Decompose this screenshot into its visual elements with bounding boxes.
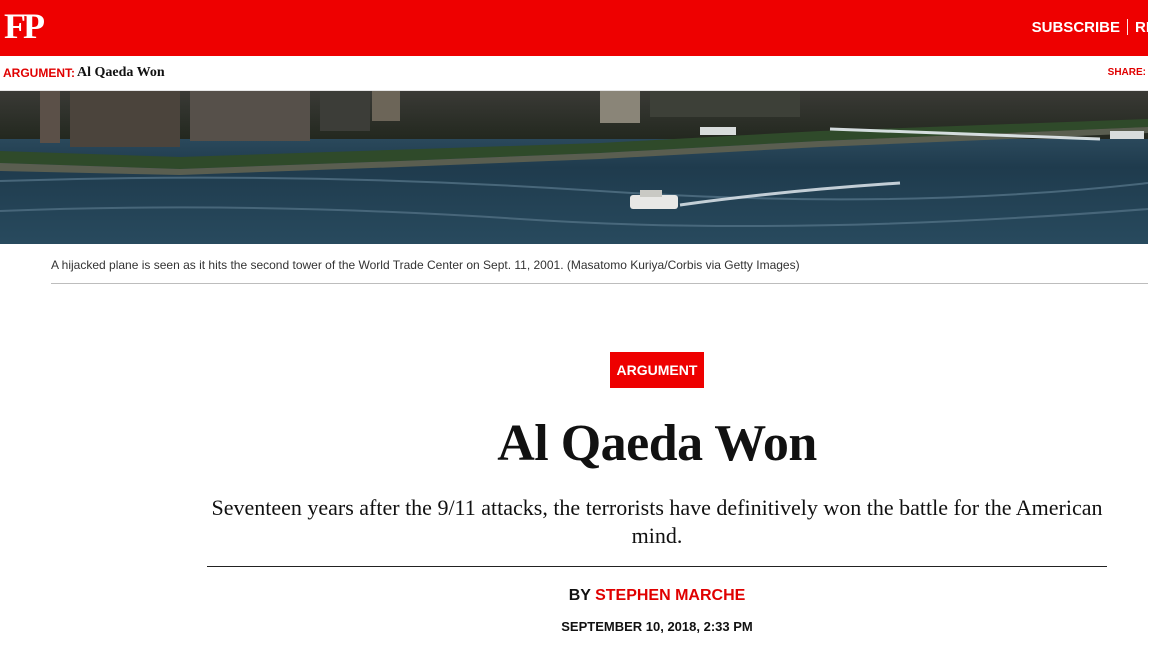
- site-header: [0, 0, 1156, 56]
- nav-divider: [1127, 19, 1128, 35]
- hero-image: [0, 91, 1148, 244]
- header-divider: [207, 566, 1107, 567]
- share-label[interactable]: SHARE:: [1107, 67, 1146, 78]
- author-link[interactable]: STEPHEN MARCHE: [595, 587, 746, 604]
- category-badge[interactable]: ARGUMENT: [610, 352, 704, 388]
- sticky-kicker: ARGUMENT:: [3, 66, 75, 80]
- sticky-title: Al Qaeda Won: [77, 65, 165, 80]
- byline-prefix: BY: [568, 587, 591, 604]
- byline: [207, 587, 1107, 605]
- subscribe-link[interactable]: SUBSCRIBE: [1031, 18, 1120, 36]
- caption-divider: [51, 283, 1148, 284]
- article-dek: Seventeen years after the 9/11 attacks, the terrorists have definitively won the battle for the American mind.: [211, 495, 1103, 548]
- fp-logo[interactable]: FP: [4, 6, 42, 46]
- sticky-article-bar: [0, 56, 1148, 91]
- next-nav-link[interactable]: RE: [1135, 18, 1156, 36]
- hero-caption: A hijacked plane is seen as it hits the second tower of the World Trade Center on Sept. 11, 2001. (Masatomo Kuriya/Corbis via Getty Images): [51, 258, 800, 272]
- publish-date: SEPTEMBER 10, 2018, 2:33 PM: [561, 619, 753, 634]
- article-headline: Al Qaeda Won: [497, 415, 817, 472]
- header-nav: [1031, 17, 1156, 37]
